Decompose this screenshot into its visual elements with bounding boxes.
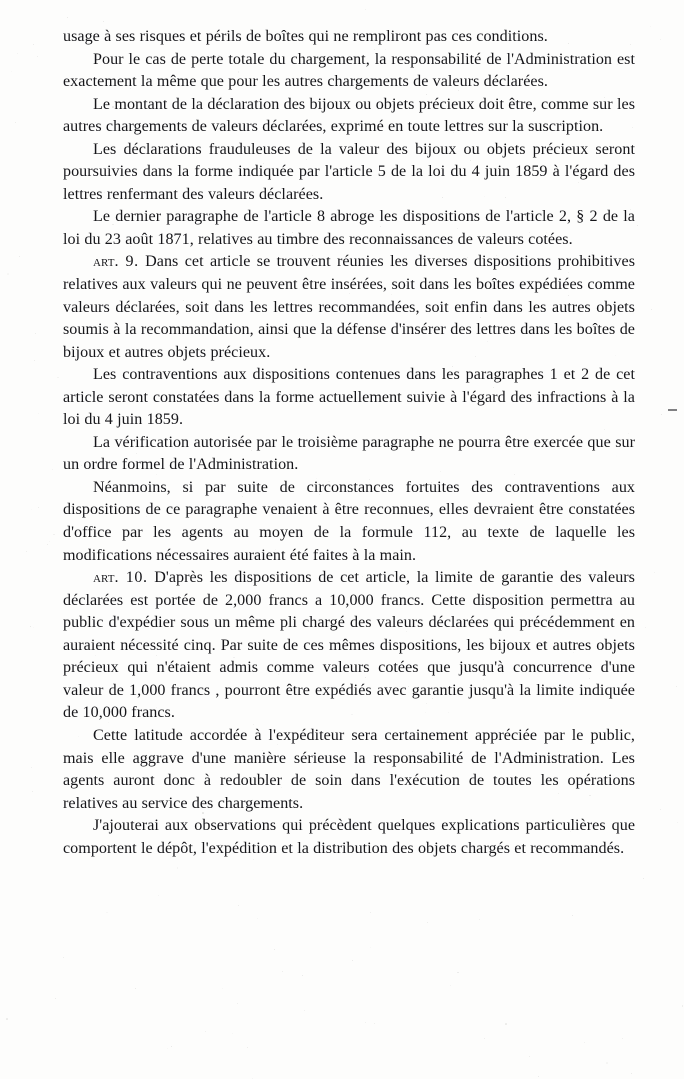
article-number: 10.	[118, 569, 148, 587]
paragraph-ajouterai: J'ajouterai aux observations qui précèdent quelques explications particulières que comportent le dépôt, l'expédition et la distribution des objets chargés et recommandés.	[63, 817, 635, 857]
paragraph-declarations-frauduleuses: Les déclarations frauduleuses de la valeur des bijoux ou objets précieux seront poursuivies dans la forme indiquée par l'article 5 de la loi du 4 juin 1859 à l'égard des lettres renfermant des valeurs déclarées.	[63, 140, 635, 203]
paragraph-montant-declaration: Le montant de la déclaration des bijoux ou objets précieux doit être, comme sur les autres chargements de valeurs déclarées, exprimé en toute lettres sur la suscription.	[63, 95, 635, 136]
text-column	[63, 26, 635, 860]
paragraph-perte-totale: Pour le cas de perte totale du chargement, la responsabilité de l'Administration est exactement la même que pour les autres chargements de valeurs déclarées.	[63, 50, 635, 91]
article-label: art.	[93, 253, 119, 271]
article-label: art.	[93, 569, 119, 587]
paragraph-dernier-paragraphe: Le dernier paragraphe de l'article 8 abroge les dispositions de l'article 2, § 2 de la loi du 23 août 1871, relatives au timbre des reconnaissances de valeurs cotées.	[63, 208, 635, 248]
paragraph-article-10: art. 10. D'après les dispositions de cet article, la limite de garantie des valeurs déclarées est portée de 2,000 francs a 10,000 francs. Cette disposition permettra au public d'expédier sous un même pli chargé des valeurs déclarées qui précédemment en auraient nécessité cinq. Par suite de ces mêmes dispositions, les bijoux et autres objets précieux qui n'étaient admis comme valeurs cotées que jusqu'à concurrence d'une valeur de 1,000 francs , pourront être expédiés avec garantie jusqu'à la limite indiquée de 10,000 francs.	[63, 569, 635, 722]
paragraph-latitude: Cette latitude accordée à l'expéditeur sera certainement appréciée par le public, mais elle aggrave d'une manière sérieuse la responsabilité de l'Administration. Les agents auront donc à redoubler de soin dans l'exécution de toutes les opérations relatives au service des chargements.	[63, 726, 635, 812]
paragraph-neanmoins: Néanmoins, si par suite de circonstances fortuites des contraventions aux dispositions de ce paragraphe venaient à être reconnues, elles devraient être constatées d'office par les agents au moyen de la formule 112, au texte de laquelle les modifications nécessaires auraient été faites à la main.	[63, 478, 635, 564]
article-number: 9.	[118, 253, 139, 271]
margin-ink-artifact	[668, 409, 677, 411]
paragraph-contraventions: Les contraventions aux dispositions contenues dans les paragraphes 1 et 2 de cet article seront constatées dans la forme actuellement suivie à l'égard des infractions à la loi du 4 juin 1859.	[63, 366, 635, 429]
paragraph-continuation: usage à ses risques et périls de boîtes qui ne rempliront pas ces conditions.	[63, 28, 548, 45]
paragraph-article-9: art. 9. Dans cet article se trouvent réunies les diverses dispositions prohibitives relatives aux valeurs qui ne peuvent être insérées, soit dans les boîtes expédiées comme valeurs déclarées, soit dans les lettres recommandées, soit enfin dans les autres objets soumis à la recommandation, ainsi que la défense d'insérer des lettres dans les boîtes de bijoux et autres objets précieux.	[63, 253, 636, 361]
paragraph-verification: La vérification autorisée par le troisième paragraphe ne pourra être exercée que sur un ordre formel de l'Administration.	[63, 433, 635, 474]
